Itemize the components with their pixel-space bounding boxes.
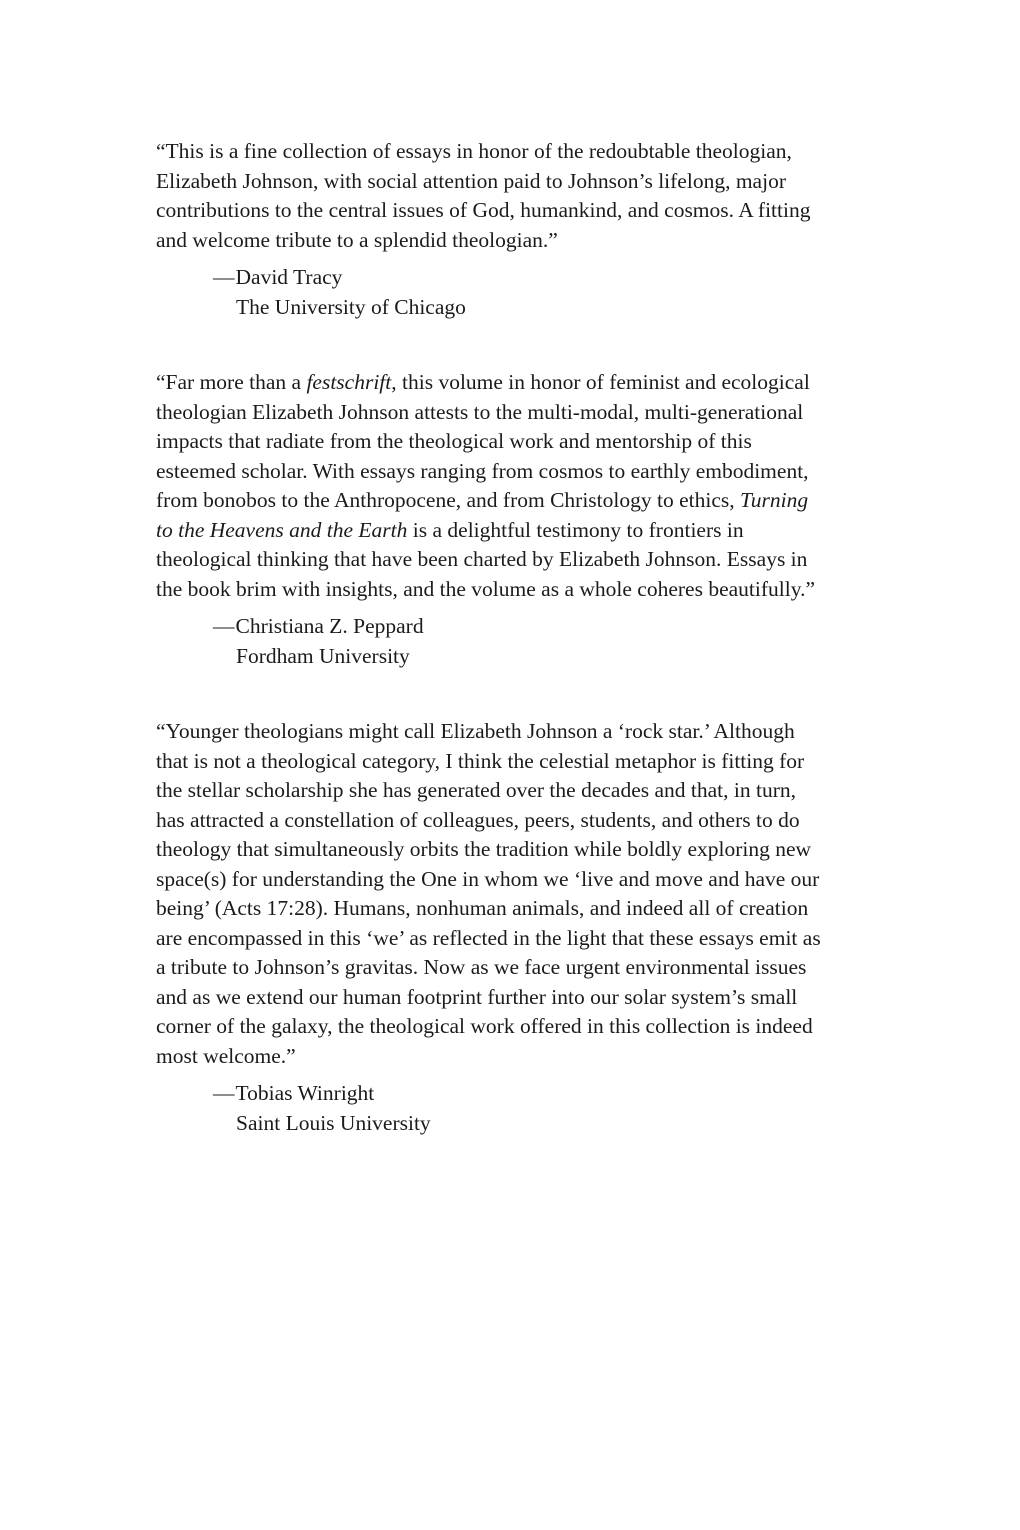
italic-title: to the Heavens and the Earth xyxy=(156,517,408,542)
endorsement xyxy=(156,137,901,322)
quote-line xyxy=(156,427,901,457)
endorsement xyxy=(156,717,901,1138)
quote-text: and welcome tribute to a splendid theologian.” xyxy=(156,227,558,252)
quote-text: are encompassed in this ‘we’ as reflected in the light that these essays emit as xyxy=(156,925,821,950)
italic-title: festschrift xyxy=(306,370,392,394)
quote-line xyxy=(156,137,901,167)
endorsement-quote xyxy=(156,717,901,1071)
quote-text: “This is a fine collection of essays in honor of the redoubtable theologian, xyxy=(156,139,792,163)
quote-text: and as we extend our human footprint further into our solar system’s small xyxy=(156,984,798,1009)
quote-text: Elizabeth Johnson, with social attention paid to Johnson’s lifelong, major xyxy=(156,168,786,193)
quote-text: theological thinking that have been charted by Elizabeth Johnson. Essays in xyxy=(156,547,808,571)
quote-line xyxy=(156,1042,901,1072)
attribution xyxy=(213,1079,901,1138)
quote-text: from bonobos to the Anthropocene, and from Christology to ethics, xyxy=(156,488,740,512)
quote-line xyxy=(156,747,901,777)
quote-line xyxy=(156,167,901,197)
quote-text: impacts that radiate from the theological work and mentorship of this xyxy=(156,429,752,453)
italic-title: Turning xyxy=(740,488,809,512)
quote-line xyxy=(156,457,901,487)
quote-line xyxy=(156,1012,901,1042)
quote-line xyxy=(156,717,901,747)
quote-line xyxy=(156,196,901,226)
attribution xyxy=(213,612,901,671)
endorsement xyxy=(156,368,901,671)
quote-line xyxy=(156,835,901,865)
quote-text: space(s) for understanding the One in whom we ‘live and move and have our xyxy=(156,866,820,891)
quote-line xyxy=(156,865,901,895)
quote-line xyxy=(156,545,901,575)
author-affiliation: Fordham University xyxy=(236,643,410,668)
quote-text: the stellar scholarship she has generated over the decades and that, in turn, xyxy=(156,778,796,802)
quote-line xyxy=(156,894,901,924)
quote-line xyxy=(156,368,901,398)
quote-text: theology that simultaneously orbits the tradition while boldly exploring new xyxy=(156,837,812,861)
quote-line xyxy=(156,575,901,605)
quote-text: that is not a theological category, I think the celestial metaphor is fitting for xyxy=(156,748,805,773)
quote-text: “Far more than a xyxy=(156,370,307,394)
quote-line xyxy=(156,226,901,256)
quote-text: theologian Elizabeth Johnson attests to the multi-modal, multi-generational xyxy=(156,399,804,424)
author-affiliation: The University of Chicago xyxy=(236,294,466,319)
endorsement-quote xyxy=(156,368,901,604)
endorsements-page xyxy=(156,137,901,1184)
author-name: — Christiana Z. Peppard xyxy=(213,612,901,642)
author-name: — David Tracy xyxy=(213,263,901,293)
quote-line xyxy=(156,398,901,428)
quote-text: “Younger theologians might call Elizabeth Johnson a ‘rock star.’ Although xyxy=(156,719,795,743)
quote-text: esteemed scholar. With essays ranging from cosmos to earthly embodiment, xyxy=(156,458,809,483)
quote-text: is a delightful testimony to frontiers in xyxy=(407,517,744,542)
quote-line xyxy=(156,776,901,806)
quote-text: , this volume in honor of feminist and ecological xyxy=(391,370,810,394)
quote-text: a tribute to Johnson’s gravitas. Now as we face urgent environmental issues xyxy=(156,955,807,979)
quote-line xyxy=(156,953,901,983)
quote-text: the book brim with insights, and the volume as a whole coheres beautifully.” xyxy=(156,576,815,601)
quote-line xyxy=(156,516,901,546)
quote-text: most welcome.” xyxy=(156,1043,296,1068)
author-affiliation: Saint Louis University xyxy=(236,1110,431,1135)
endorsement-quote xyxy=(156,137,901,255)
quote-line xyxy=(156,983,901,1013)
quote-text: has attracted a constellation of colleagues, peers, students, and others to do xyxy=(156,807,800,832)
attribution xyxy=(213,263,901,322)
quote-line xyxy=(156,924,901,954)
quote-text: being’ (Acts 17:28). Humans, nonhuman animals, and indeed all of creation xyxy=(156,896,809,920)
author-name: — Tobias Winright xyxy=(213,1079,901,1109)
quote-line xyxy=(156,806,901,836)
quote-text: corner of the galaxy, the theological work offered in this collection is indeed xyxy=(156,1014,813,1038)
quote-line xyxy=(156,486,901,516)
quote-text: contributions to the central issues of God, humankind, and cosmos. A fitting xyxy=(156,198,811,222)
